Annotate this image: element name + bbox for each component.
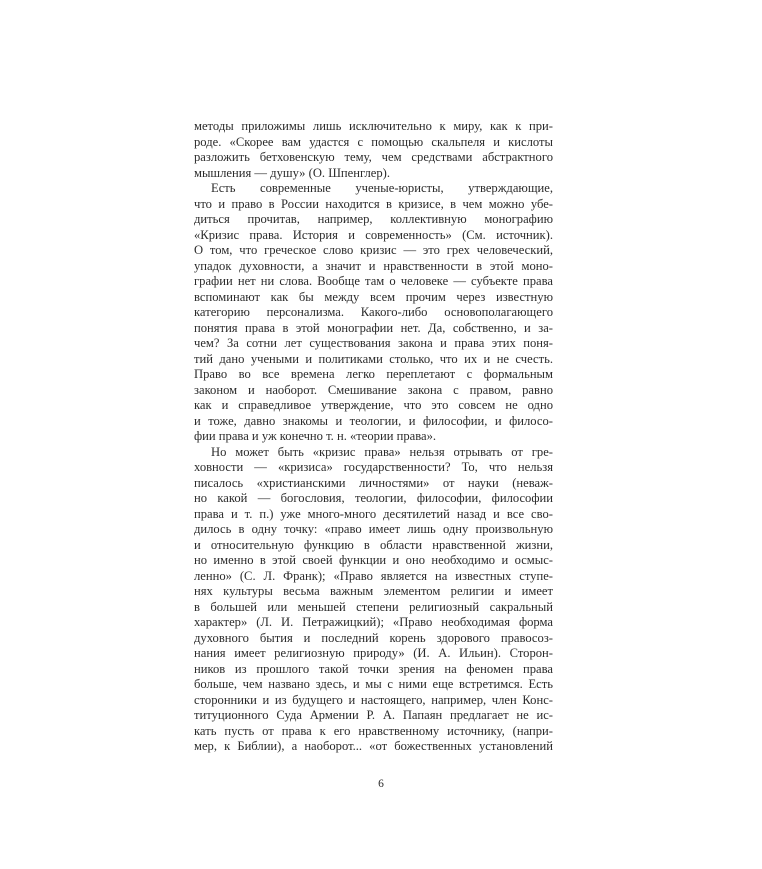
text-line: Но может быть «кризис права» нельзя отрывать от гре- [211,444,553,459]
text-line: ников из прошлого такой точки зрения на феномен права [194,661,553,676]
text-line: ленно» (С. Л. Франк); «Право является на известных ступе- [194,568,553,583]
text-line: больше, чем названо здесь, и мы с ними еще встретимся. Есть [194,677,553,691]
text-line: нях культуры весьма важным элементом религии и имеет [194,584,553,598]
text-line: диться прочитав, например, коллективную монографию [194,212,553,226]
text-line: дилось в одну точку: «право имеет лишь одну произвольную [194,522,553,536]
text-line: писалось «христианскими личностями» от науки (неваж- [194,475,553,490]
text-line: роде. «Скорее вам удастся с помощью скальпеля и кислоты [194,134,553,149]
text-line: методы приложимы лишь исключительно к миру, как к при- [194,119,553,133]
text-line: мышления — душу» (О. Шпенглер). [194,165,391,180]
text-line: сторонники и из будущего и настоящего, например, член Конс- [194,692,553,707]
text-line: разложить бетховенскую тему, чем средствами абстрактного [194,150,553,164]
text-line: упадок духовности, а значит и нравственности в этой моно- [194,258,553,273]
text-line: права и т. п.) уже много-много десятилетий назад и все сво- [194,506,553,521]
text-line: чем? За сотни лет существования закона и права этих поня- [194,336,553,350]
text-line: ховности — «кризиса» государственности? То, что нельзя [194,460,553,474]
text-line: понятия права в этой монографии нет. Да, собственно, и за- [194,320,553,335]
text-line: кать пусть от права к его нравственному источнику, (напри- [194,723,553,738]
text-line: духовного бытия и последний корень здорового правосоз- [194,630,553,645]
text-line: титуционного Суда Армении Р. А. Папаян предлагает не ис- [194,708,553,722]
text-line: О том, что греческое слово кризис — это грех человеческий, [194,243,553,257]
text-line: Право во все времена легко переплетают с формальным [194,367,553,381]
body-text [194,119,553,755]
text-line: как и справедливое утверждение, что это совсем не одно [194,398,553,412]
text-line: «Кризис права. История и современность» (См. источник). [194,227,553,242]
text-line: законом и наоборот. Смешивание закона с правом, равно [194,382,553,397]
page-number: 6 [378,778,384,790]
text-line: в большей или меньшей степени религиозный сакральный [194,599,553,614]
text-line: характер» (Л. И. Петражицкий); «Право необходимая форма [194,615,553,629]
text-line: и тоже, давно знакомы и теологии, и философии, и филосо- [194,413,553,428]
text-line: категорию персонализма. Какого-либо основополагающего [194,305,553,319]
text-line: фии права и уж конечно т. н. «теории права». [194,429,437,443]
text-line: мер, к Библии), а наоборот... «от божественных установлений [194,739,553,753]
text-line: но какой — богословия, теологии, философии, философии [194,491,553,505]
text-line: что и право в России находится в кризисе, в чем можно убе- [194,196,553,211]
text-line: графии нет ни слова. Вообще там о человеке — субъекте права [194,274,553,288]
text-line: но именно в этой своей функции и оно необходимо и осмыс- [194,553,553,567]
text-line: Есть современные ученые-юристы, утверждающие, [211,181,553,195]
text-line: тий дано учеными и политиками столько, что их и не счесть. [194,351,553,366]
text-line: вспоминают как бы между всем прочим через известную [194,289,553,304]
text-line: и относительную функцию в области нравственной жизни, [194,537,553,552]
text-line: нания имеет религиозную природу» (И. А. Ильин). Сторон- [194,646,553,660]
